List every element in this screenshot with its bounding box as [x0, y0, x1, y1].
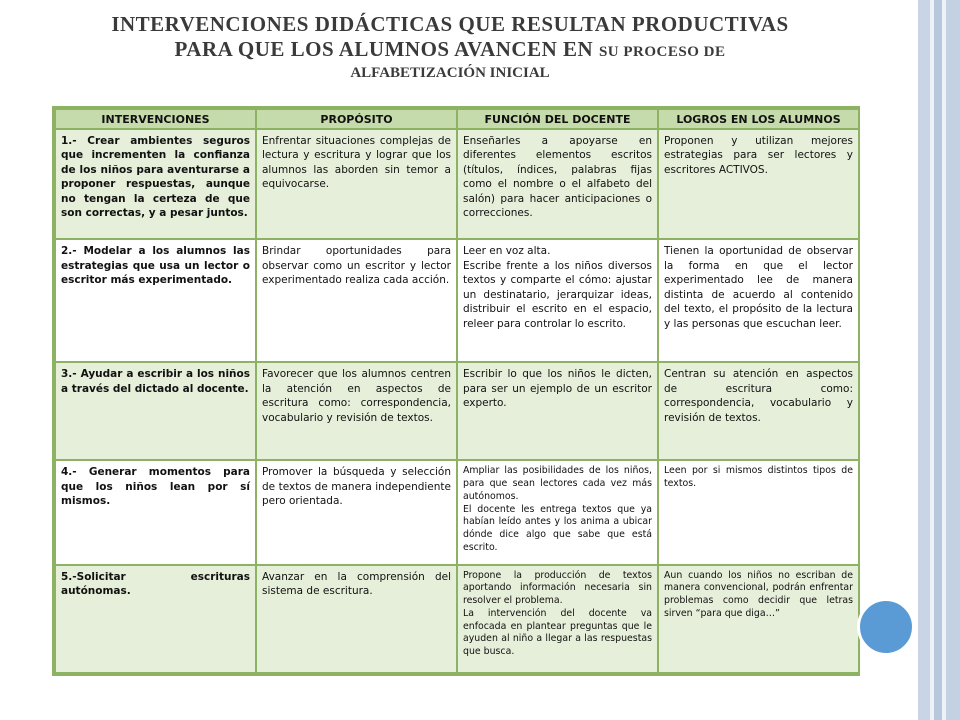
- title-line-2-main: PARA QUE LOS ALUMNOS AVANCEN EN: [174, 37, 594, 62]
- table-row: [55, 362, 859, 460]
- header-proposito: PROPÓSITO: [256, 109, 457, 129]
- title-line-1: INTERVENCIONES DIDÁCTICAS QUE RESULTAN PRODUCTIVAS: [111, 12, 789, 36]
- title-line-2-small: SU PROCESO DE: [598, 44, 726, 61]
- slide-title: [40, 12, 860, 82]
- header-logros-alumnos: LOGROS EN LOS ALUMNOS: [658, 109, 859, 129]
- title-line-2: [40, 37, 860, 62]
- cell-funcion: Propone la producción de textos aportando información necesaria sin resolver el problema. La intervención del docente va enfocada en plantear preguntas que le ayuden al niño a llegar a las respuestas que busca.: [457, 565, 658, 673]
- cell-proposito: Brindar oportunidades para observar como un escritor y lector experimentado realiza cada acción.: [256, 239, 457, 362]
- title-line-3: ALFABETIZACIÓN INICIAL: [350, 65, 550, 82]
- cell-funcion: Escribir lo que los niños le dicten, para ser un ejemplo de un escritor experto.: [457, 362, 658, 460]
- table-row: [55, 129, 859, 239]
- cell-proposito: Promover la búsqueda y selección de textos de manera independiente pero orientada.: [256, 460, 457, 564]
- table-row: [55, 239, 859, 362]
- table-header-row: [55, 109, 859, 129]
- cell-proposito: Avanzar en la comprensión del sistema de escritura.: [256, 565, 457, 673]
- decor-stripe: [918, 0, 930, 720]
- interventions-table: [52, 106, 860, 676]
- decor-stripe: [934, 0, 942, 720]
- cell-logros: Aun cuando los niños no escriban de manera convencional, podrán enfrentar problemas como decidir que letras sirven “para que diga…”: [658, 565, 859, 673]
- cell-logros: Proponen y utilizan mejores estrategias para ser lectores y escritores ACTIVOS.: [658, 129, 859, 239]
- cell-funcion: Leer en voz alta. Escribe frente a los niños diversos textos y comparte el cómo: ajustar un destinatario, jerarquizar ideas, distribuir el escrito en el espacio, releer para controlar lo escrito.: [457, 239, 658, 362]
- decor-circle: [857, 598, 915, 656]
- header-intervenciones: INTERVENCIONES: [55, 109, 256, 129]
- cell-funcion: Enseñarles a apoyarse en diferentes elementos escritos (títulos, índices, palabras fijas como el nombre o el alfabeto del salón) para hacer anticipaciones o correcciones.: [457, 129, 658, 239]
- cell-logros: Leen por si mismos distintos tipos de textos.: [658, 460, 859, 564]
- cell-logros: Tienen la oportunidad de observar la forma en que el lector experimentado lee de manera distinta de acuerdo al contenido del texto, el propósito de la lectura y las personas que escuchan leer.: [658, 239, 859, 362]
- cell-intervencion: 3.- Ayudar a escribir a los niños a través del dictado al docente.: [55, 362, 256, 460]
- cell-funcion: Ampliar las posibilidades de los niños, para que sean lectores cada vez más autónomos. El docente les entrega textos que ya habían leído antes y los anima a ubicar dónde dice algo que sabe que está escrito.: [457, 460, 658, 564]
- table-row: [55, 460, 859, 564]
- cell-intervencion: 4.- Generar momentos para que los niños lean por sí mismos.: [55, 460, 256, 564]
- cell-proposito: Enfrentar situaciones complejas de lectura y escritura y lograr que los alumnos las aborden sin temor a equivocarse.: [256, 129, 457, 239]
- decor-stripe: [946, 0, 960, 720]
- cell-intervencion: 1.- Crear ambientes seguros que incrementen la confianza de los niños para aventurarse a proponer respuestas, aunque no tengan la certeza de que son correctas, y a pesar juntos.: [55, 129, 256, 239]
- cell-logros: Centran su atención en aspectos de escritura como: correspondencia, vocabulario y revisión de textos.: [658, 362, 859, 460]
- cell-intervencion: 5.-Solicitar escrituras autónomas.: [55, 565, 256, 673]
- cell-intervencion: 2.- Modelar a los alumnos las estrategias que usa un lector o escritor más experimentado.: [55, 239, 256, 362]
- cell-proposito: Favorecer que los alumnos centren la atención en aspectos de escritura como: correspondencia, vocabulario y revisión de textos.: [256, 362, 457, 460]
- header-funcion-docente: FUNCIÓN DEL DOCENTE: [457, 109, 658, 129]
- table-row: [55, 565, 859, 673]
